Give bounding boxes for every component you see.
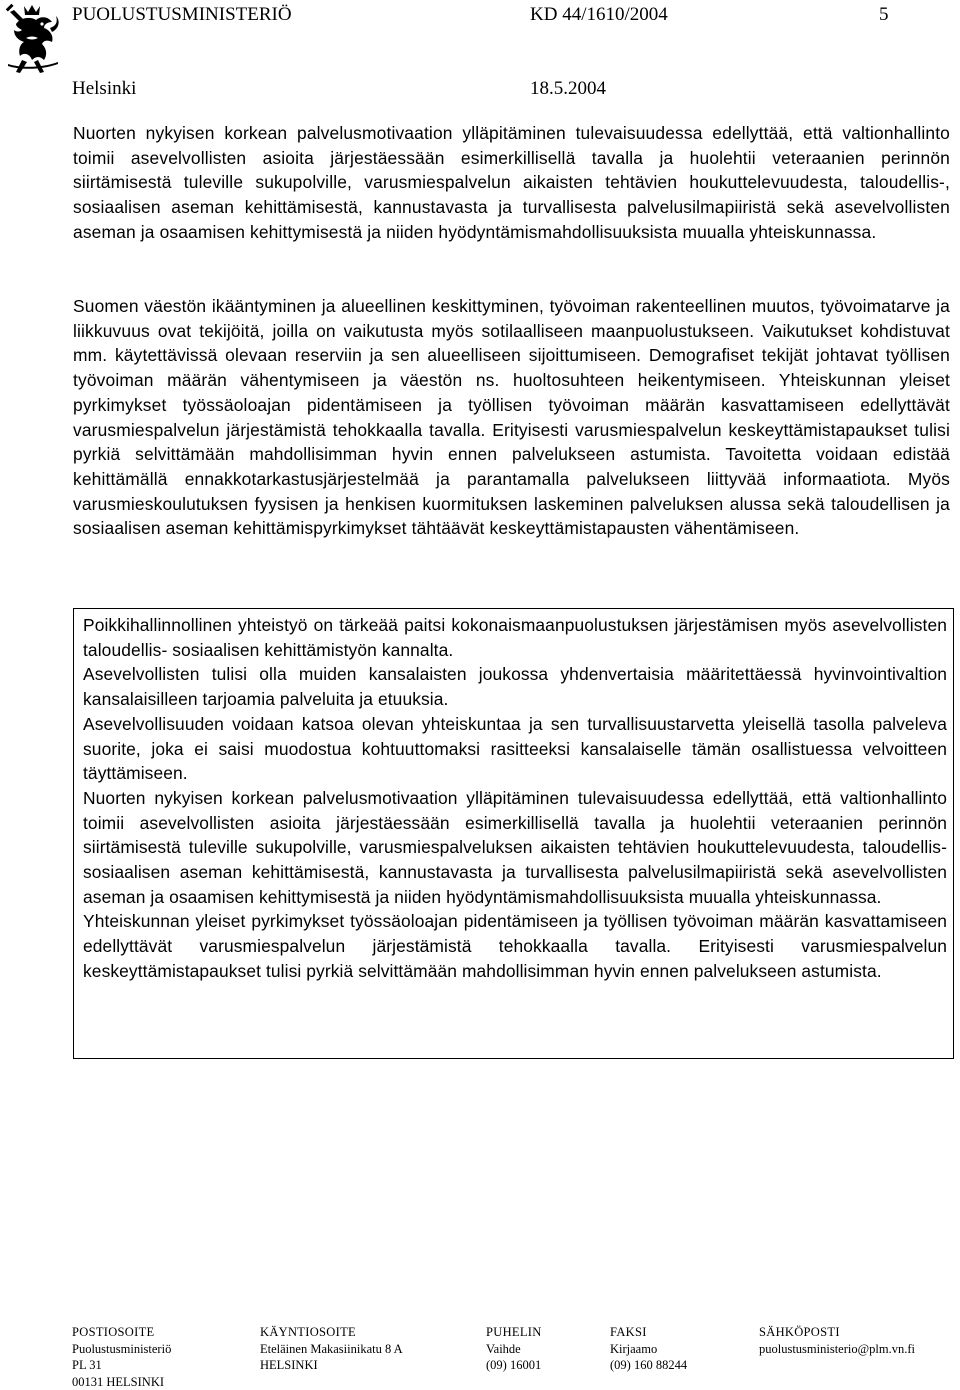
footer-line: Vaihde <box>486 1341 542 1358</box>
summary-paragraph: Yhteiskunnan yleiset pyrkimykset työssäoloajan pidentämiseen ja työllisen työvoiman määrän kasvattamiseen edellyttävät varusmiespalvelun järjestämistä tehokkaalla tavalla. Erityisesti varusmiespalvelun keskeyttämistapaukset tulisi pyrkiä selvittämään mahdollisimman hyvin ennen palvelukseen astumista. <box>83 909 947 983</box>
summary-paragraph: Asevelvollisuuden voidaan katsoa olevan yhteiskuntaa ja sen turvallisuustarvetta yleisellä tasolla palveleva suorite, joka ei saisi muodostua kohtuuttomaksi rasitteeksi kansalaiselle tämän osallistuessa velvoitteen täyttämiseen. <box>83 712 947 786</box>
footer-phone <box>486 1324 542 1374</box>
page-number: 5 <box>879 4 889 26</box>
footer-fax <box>610 1324 687 1374</box>
summary-box <box>73 608 954 1059</box>
footer-line: (09) 16001 <box>486 1357 542 1374</box>
footer-heading: POSTIOSOITE <box>72 1324 171 1341</box>
document-city: Helsinki <box>72 78 136 100</box>
footer-line: Kirjaamo <box>610 1341 687 1358</box>
footer-heading: KÄYNTIOSOITE <box>260 1324 403 1341</box>
footer-line: Puolustusministeriö <box>72 1341 171 1358</box>
summary-paragraph: Nuorten nykyisen korkean palvelusmotivaation ylläpitäminen tulevaisuudessa edellyttää, että valtionhallinto toimii asevelvollisten asioita järjestäessään esimerkillisellä tavalla ja huolehtii veteraanien perinnön siirtämisestä tuleville sukupolville, varusmiespalveluksen aikaisten tehtävien houkuttelevuudesta, taloudellis- sosiaalisen aseman kehittämisestä, kannustavasta ja turvallisesta palvelusilmapiiristä sekä asevelvollisten aseman ja osaamisen kehittymisestä ja niiden hyödyntämismahdollisuuksista muualla yhteiskunnassa. <box>83 786 947 910</box>
body-paragraph: Suomen väestön ikääntyminen ja alueellinen keskittyminen, työvoiman rakenteellinen muutos, työvoimatarve ja liikkuvuus ovat tekijöitä, joilla on vaikutusta myös sotilaalliseen maanpuolustukseen. Vaikutukset kohdistuvat mm. käytettävissä olevaan reserviin ja sen alueelliseen sijoittumiseen. Demografiset tekijät johtavat työllisen työvoiman määrän vähentymiseen ja väestön ns. huoltosuhteen heikentymiseen. Yhteiskunnan yleiset pyrkimykset työssäoloajan pidentämiseen ja työllisen työvoiman määrän kasvattamiseen edellyttävät varusmiespalvelun järjestämistä tehokkaalla tavalla. Erityisesti varusmiespalvelun keskeyttämistapaukset tulisi pyrkiä selvittämään mahdollisimman hyvin ennen palvelukseen astumista. Tavoitetta voidaan edistää kehittämällä ennakkotarkastusjärjestelmää ja parantamalla palvelukseen liittyvää informaatiota. Myös varusmieskoulutuksen fyysisen ja henkisen kuormituksen laskeminen palveluksen alussa sekä taloudellisen ja sosiaalisen aseman kehittämispyrkimykset tähtäävät keskeyttämistapausten vähentämiseen. <box>73 294 950 541</box>
footer-line: HELSINKI <box>260 1357 403 1374</box>
summary-paragraph: Poikkihallinnollinen yhteistyö on tärkeää paitsi kokonaismaanpuolustuksen järjestämisen myös asevelvollisten taloudellis- sosiaalisen kehittämistyön kannalta. <box>83 613 947 662</box>
footer-line: Eteläinen Makasiinikatu 8 A <box>260 1341 403 1358</box>
footer-heading: FAKSI <box>610 1324 687 1341</box>
footer-line: 00131 HELSINKI <box>72 1374 171 1390</box>
ministry-name: PUOLUSTUSMINISTERIÖ <box>72 4 292 26</box>
footer-email <box>759 1324 915 1357</box>
footer-email-link[interactable]: puolustusministerio@plm.vn.fi <box>759 1341 915 1358</box>
footer-visiting-address <box>260 1324 403 1374</box>
footer-heading: PUHELIN <box>486 1324 542 1341</box>
footer-postal-address <box>72 1324 171 1390</box>
footer-line: (09) 160 88244 <box>610 1357 687 1374</box>
summary-paragraph: Asevelvollisten tulisi olla muiden kansalaisten joukossa yhdenvertaisia määritettäessä hyvinvointivaltion kansalaisilleen tarjoamia palveluita ja etuuksia. <box>83 662 947 711</box>
document-date: 18.5.2004 <box>530 78 606 100</box>
footer-heading: SÄHKÖPOSTI <box>759 1324 915 1341</box>
document-reference: KD 44/1610/2004 <box>530 4 668 26</box>
finnish-lion-coat-of-arms-icon <box>2 2 62 78</box>
body-paragraph: Nuorten nykyisen korkean palvelusmotivaation ylläpitäminen tulevaisuudessa edellyttää, että valtionhallinto toimii asevelvollisten asioita järjestäessään esimerkillisellä tavalla ja huolehtii veteraanien perinnön siirtämisestä tuleville sukupolville, varusmiespalvelun aikaisten tehtävien houkuttelevuudesta, taloudellis-, sosiaalisen aseman kehittämisestä, kannustavasta ja turvallisesta palvelusilmapiiristä sekä asevelvollisten aseman ja osaamisen kehittymisestä ja niiden hyödyntämismahdollisuuksista muualla yhteiskunnassa. <box>73 121 950 245</box>
footer-line: PL 31 <box>72 1357 171 1374</box>
